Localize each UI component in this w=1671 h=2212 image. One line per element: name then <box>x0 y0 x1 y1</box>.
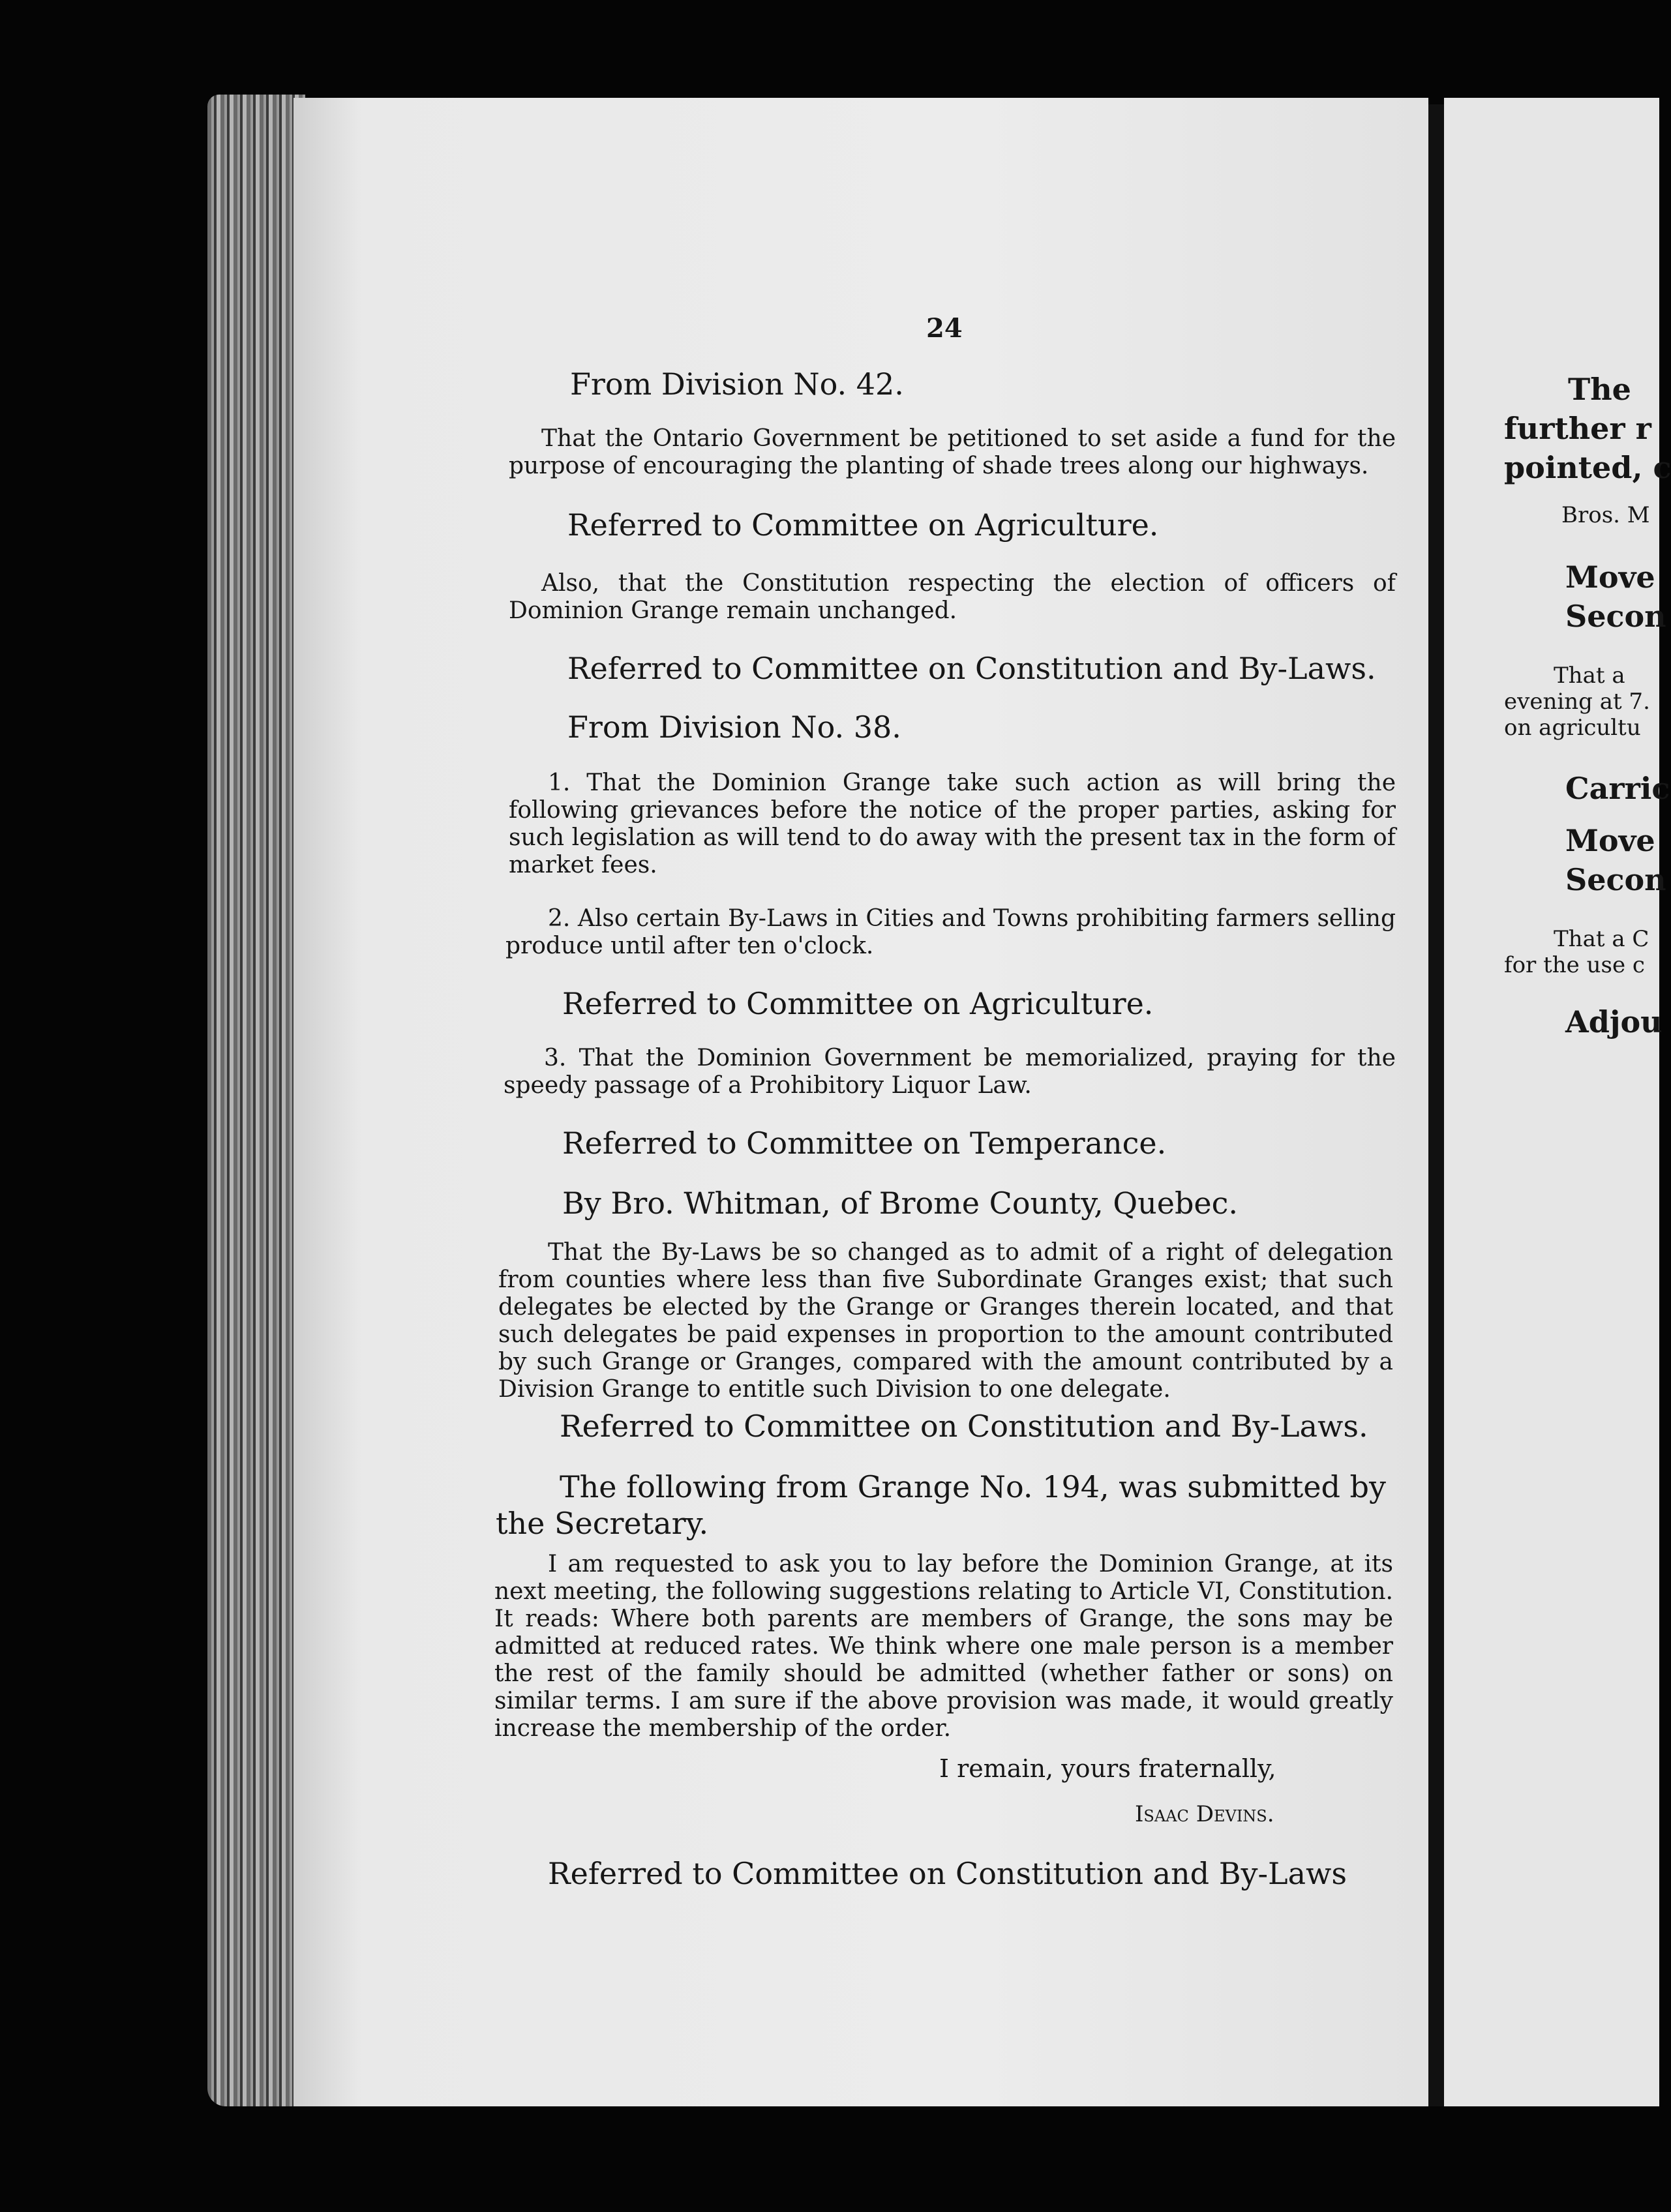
paragraph-delegation: That the By-Laws be so changed as to admit of a right of delegation from counties where less than five Subordinate Granges exist; that such delegates be elected by the Grange or Granges therein located, and that such delegates be paid expenses in proportion to the amount contributed by such Grange or Granges, compared with the amount contributed by a Division Grange to entitle such Division to one delegate. <box>498 1239 1393 1403</box>
paragraph-liquor-law: 3. That the Dominion Government be memorialized, praying for the speedy passage of a Prohibitory Liquor Law. <box>504 1045 1396 1099</box>
left-page <box>294 98 1428 2106</box>
paragraph-constitution-officers: Also, that the Constitution respecting the election of officers of Dominion Grange remain unchanged. <box>509 570 1396 624</box>
heading-division-42: From Division No. 42. <box>570 366 904 402</box>
right-line-14: for the use c <box>1504 952 1645 978</box>
right-line-12: Secon <box>1565 862 1666 897</box>
right-line-2: further r <box>1504 411 1651 446</box>
book-gutter <box>1428 104 1444 2106</box>
right-line-11: Move <box>1565 823 1655 858</box>
heading-bro-whitman: By Bro. Whitman, of Brome County, Quebec. <box>562 1186 1239 1221</box>
closing-line: I remain, yours fraternally, <box>939 1754 1276 1783</box>
referral-constitution-3: Referred to Committee on Constitution and By-Laws <box>548 1856 1347 1891</box>
page-stack-edges <box>207 95 305 2106</box>
paragraph-market-fees: 1. That the Dominion Grange take such action as will bring the following grievances before the notice of the proper parties, asking for such legislation as will tend to do away with the present tax in the form of market fees. <box>509 770 1396 878</box>
right-line-8: evening at 7. <box>1504 689 1650 715</box>
heading-grange-194: The following from Grange No. 194, was submitted by the Secretary. <box>496 1469 1386 1541</box>
right-line-10: Carric <box>1565 771 1670 806</box>
right-line-7: That a <box>1554 663 1625 689</box>
right-page-fragment <box>1444 98 1671 2106</box>
right-line-9: on agricultu <box>1504 715 1641 741</box>
right-line-13: That a C <box>1554 926 1649 952</box>
paragraph-bylaws-farmers: 2. Also certain By-Laws in Cities and Towns prohibiting farmers selling produce until after ten o'clock. <box>505 905 1396 959</box>
right-line-4: Bros. M <box>1561 502 1650 528</box>
right-line-15: Adjou <box>1565 1004 1663 1039</box>
page-number: 24 <box>926 313 963 344</box>
right-line-5: Move <box>1565 560 1655 595</box>
heading-division-38: From Division No. 38. <box>567 710 901 745</box>
paragraph-article-vi: I am requested to ask you to lay before the Dominion Grange, at its next meeting, the following suggestions relating to Article VI, Constitution. It reads: Where both parents are members of Grange, the sons may be admitted at reduced rates. We think where one male person is a member the rest of the family should be admitted (whether father or sons) on similar terms. I am sure if the above provision was made, it would greatly increase the membership of the order. <box>494 1551 1393 1742</box>
right-line-1: The <box>1568 372 1631 407</box>
referral-temperance: Referred to Committee on Temperance. <box>562 1126 1167 1161</box>
referral-agriculture-1: Referred to Committee on Agriculture. <box>567 507 1159 543</box>
signature: Isaac Devins. <box>1135 1801 1274 1827</box>
paragraph-shade-trees: That the Ontario Government be petitioned to set aside a fund for the purpose of encouraging the planting of shade trees along our highways. <box>509 425 1396 479</box>
right-line-6: Secon <box>1565 599 1666 634</box>
right-line-3: pointed, c <box>1504 450 1671 485</box>
referral-constitution-2: Referred to Committee on Constitution and By-Laws. <box>560 1409 1368 1444</box>
referral-agriculture-2: Referred to Committee on Agriculture. <box>562 986 1154 1021</box>
referral-constitution-1: Referred to Committee on Constitution and By-Laws. <box>567 651 1376 686</box>
